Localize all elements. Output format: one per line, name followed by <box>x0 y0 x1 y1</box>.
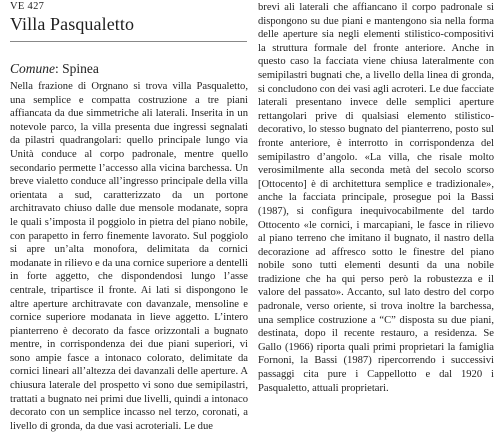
body-text-left: Nella frazione di Orgnano si trova villa Pasqualetto, una semplice e compatta costruzione a tre piani affiancata da due simmetriche ali laterali. Inserita in un notevole parco, la villa presenta due ingressi segnalati da pilastri quadrangolari: quello principale lungo via Unità conduce al corpo padronale, mentre quello secondario permette l’accesso alla vicina barchessa. Un breve vialetto conduce all’ingresso principale della villa orientata a sud, caratterizzato da un portone architravato chiuso dalle due mensole modanate, sopra le quali s’imposta il poggiolo in pietra del piano nobile, con parapetto in ferro finemente lavorato. Sul poggiolo si apre un’alta monofora, delimitata da cornici modanate in rilievo e da una cornice superiore a dentelli in forte aggetto, che dispondendosi lungo l’asse centrale, tripartisce il fronte. Ai lati si dispongono le altre aperture architravate con davanzale, mensoline e cornice superiore modanata in lieve aggetto. L’intero pianterreno è decorato da fasce orizzontali a bugnato mentre, in corrispondenza dei due piani superiori, vi sono ampie fasce a intonaco colorato, delimitate da cornici lineari all’altezza dei davanzali delle aperture. A chiusura laterale del prospetto vi sono due semipilastri, trattati a bugnato nei primi due livelli, quindi a intonaco decorato con un semplice incasso nel terzo, coronati, a livello di gronda, da due vasi acroteriali. Le due <box>10 81 248 432</box>
body-text-right: brevi ali laterali che affiancano il corpo padronale si dispongono su due piani e mantengono sia nella forma delle aperture sia negli elementi stilistico-compositivi la struttura formale del fronte anteriore. Anche in questo caso la facciata viene chiusa lateralmente con semipilastri bugnati che, a livello della linea di gronda, si concludono con dei vasi agli acroteri. Le due facciate laterali presentano invece delle semplici aperture rettangolari prive di qualsiasi elemento stilistico-decorativo, lo stesso bugnato del pianterreno, posto sul fronte anteriore, è interrotto in corrispondenza del semipilastro d’angolo. «La villa, che risale molto verosimilmente alla seconda metà del secolo scorso [Ottocento] è di architettura semplice e tradizionale», anche la facciata principale, prosegue poi la Bassi (1987), si configura inequivocabilmente del tardo Ottocento «le cornici, i marcapiani, le fasce in rilievo al piano terreno che imitano il bugnato, il nastro della decorazione ad affresco sotto le finestre del piano nobile sono tutti elementi desunti da una nobile tradizione che ha qui perso però la robustezza e il valore del passato». Accanto, sul lato destro del corpo padronale, verso oriente, si trova inoltre la barchessa, una semplice costruzione a “C” disposta su due piani, destinata, dopo il recente restauro, a residenza. Se Gallo (1966) riporta quali primi proprietari la famiglia Fornoni, la Bassi (1987) ripercorrendo i successivi passaggi cita pure i Cappellotto e dal 1920 i Pasqualetto, attuali proprietari. <box>258 2 494 394</box>
page-title: Villa Pasqualetto <box>10 14 135 34</box>
comune-line <box>10 61 99 77</box>
catalog-code: VE 427 <box>10 1 45 12</box>
body-column-right <box>258 1 494 432</box>
comune-label: Comune <box>10 61 55 76</box>
title-rule <box>10 41 247 42</box>
body-column-left <box>10 80 248 432</box>
comune-value: : Spinea <box>55 61 99 76</box>
